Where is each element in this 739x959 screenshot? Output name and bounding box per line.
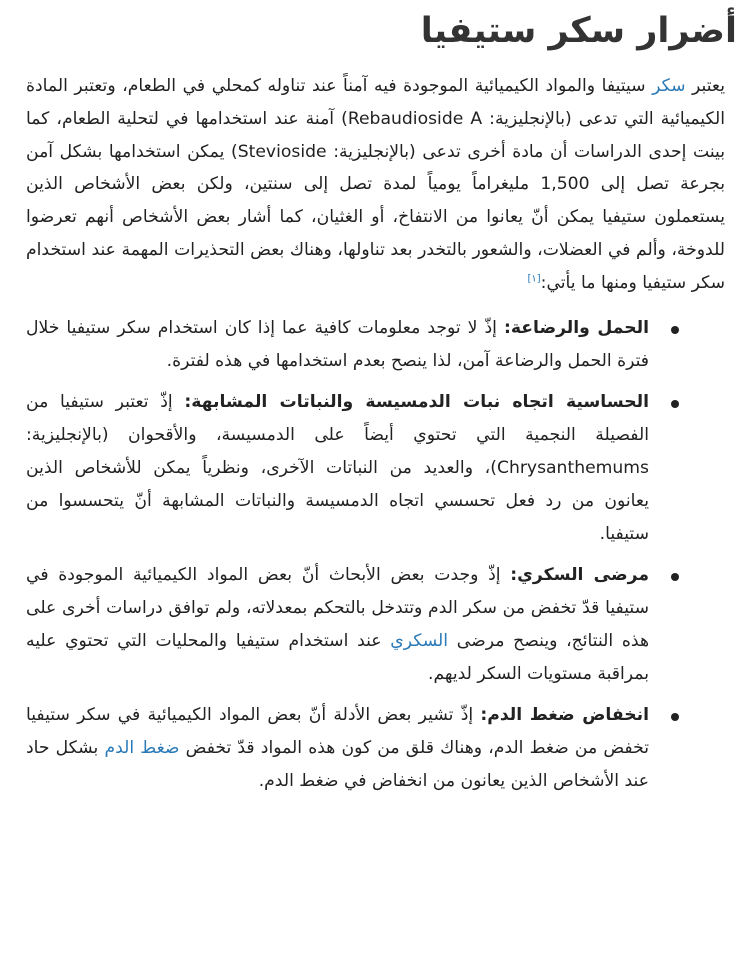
item-heading: انخفاض ضغط الدم: [480,704,649,725]
reference-link[interactable]: [١] [527,273,541,285]
intro-text-body: سيتيفا والمواد الكيميائية الموجودة فيه آمناً عند تناوله كمحلي في الطعام، وتعتبر المادة الكيميائية التي تدعى (بالإنجليزية: Rebaudioside A) آمنة عند استخدامها في لتحلية الطعام، كما بينت إحدى الدراسات أن مادة أخرى تدعى (بالإنجليزية: Stevioside) يمكن استخدامها بشكل آمن بجرعة تصل إلى 1,500 مليغراماً يومياً لمدة تصل إلى سنتين، ولكن بعض الأشخاص الذين يستعملون ستيفيا يمكن أنّ يعانوا من الانتفاخ، أو الغثيان، كما أشار بعض الأشخاص أنهم تعرضوا للدوخة، وألم في العضلات، والشعور بالتخدر بعد تناولها، وهناك بعض التحذيرات المهمة عند استخدام سكر ستيفيا ومنها ما يأتي: [26,76,726,293]
bullet-icon [671,573,679,581]
list-item-low-blood-pressure [26,699,697,798]
list-item-pregnancy [26,312,697,378]
warnings-list [26,312,697,798]
item-heading: الحمل والرضاعة: [504,317,649,338]
item-text: إذّ وجدت بعض الأبحاث أنّ بعض المواد الكيميائية الموجودة في ستيفيا قدّ تخفض من سكر الدم وتتدخل بالتحكم بمعدلاته، ولم توافق دراسات أخرى على هذه النتائج، وينصح مرضى [26,564,650,651]
sugar-link[interactable]: سكر [652,76,686,96]
bullet-icon [671,400,679,408]
diabetes-link[interactable]: السكري [390,630,449,651]
bullet-icon [671,713,679,721]
list-item-allergy [26,386,697,551]
item-heading: الحساسية اتجاه نبات الدمسيسة والنباتات المشابهة: [184,391,649,412]
intro-paragraph [26,70,725,300]
bullet-icon [671,326,679,334]
item-text: إذّ لا توجد معلومات كافية عما إذا كان استخدام سكر ستيفيا خلال فترة الحمل والرضاعة آمن، لذا ينصح بعدم استخدامها في هذه لفترة. [26,317,649,371]
item-text: إذّ تشير بعض الأدلة أنّ بعض المواد الكيميائية في سكر ستيفيا تخفض من ضغط الدم، وهناك قلق من كون هذه المواد قدّ تخفض [26,704,649,758]
page-title: أضرار سكر ستيفيا [420,11,737,51]
item-text-end: عند استخدام ستيفيا والمحليات التي تحتوي عليه بمراقبة مستويات السكر لديهم. [26,630,649,684]
item-heading: مرضى السكري: [510,564,649,585]
list-item-diabetes [26,559,697,691]
item-text-end: بشكل حاد عند الأشخاص الذين يعانون من انخفاض في ضغط الدم. [26,737,649,791]
item-text: إذّ تعتبر ستيفيا من الفصيلة النجمية التي تحتوي أيضاً على الدمسيسة، والأقحوان (بالإنجليزية: Chrysanthemums)، والعديد من النباتات الآخرى، ونظرياً يمكن للأشخاص الذين يعانون من رد فعل تحسسي اتجاه الدمسيسة والنباتات المشابهة أنّ يتحسسوا من ستيفيا. [26,391,649,544]
intro-text-start: يعتبر [685,76,725,96]
blood-pressure-link[interactable]: ضغط الدم [104,737,180,758]
